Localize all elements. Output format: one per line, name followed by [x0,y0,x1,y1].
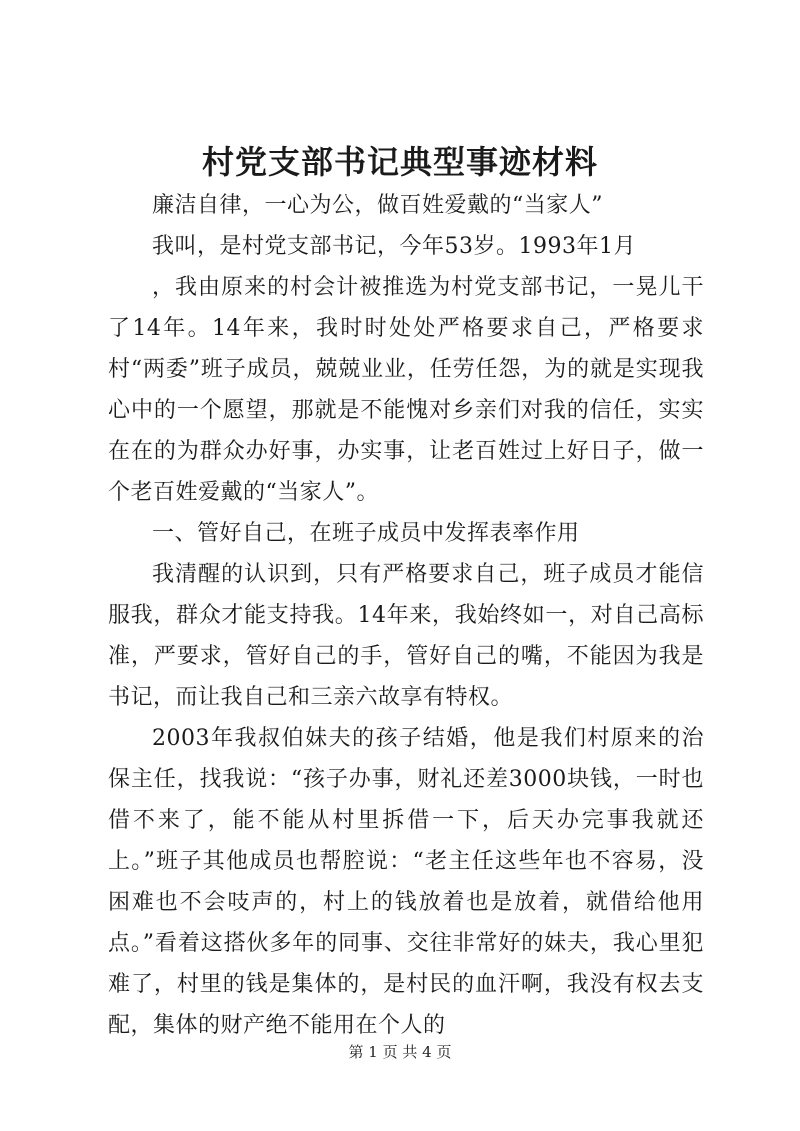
document-body [108,185,704,1046]
body-paragraph: ，我由原来的村会计被推选为村党支部书记，一晃儿干了14年。14年来，我时时处处严格要求自己，严格要求村“两委”班子成员，兢兢业业，任劳任怨，为的就是实现我心中的一个愿望，那就是不能愧对乡亲们对我的信任，实实在在的为群众办好事，办实事，让老百姓过上好日子，做一个老百姓爱戴的“当家人”。 [108,275,704,505]
body-paragraph: 我清醒的认识到，只有严格要求自己，班子成员才能信服我，群众才能支持我。14年来，我始终如一，对自己高标准，严要求，管好自己的手，管好自己的嘴，不能因为我是书记，而让我自己和三亲六故享有特权。 [108,562,704,710]
body-paragraph: 2003年我叔伯妹夫的孩子结婚，他是我们村原来的治保主任，找我说：“孩子办事，财礼还差3000块钱，一时也借不来了，能不能从村里拆借一下，后天办完事我就还上。”班子其他成员也帮腔说：“老主任这些年也不容易，没困难也不会吱声的，村上的钱放着也是放着，就借给他用点。”看着这搭伙多年的同事、交往非常好的妹夫，我心里犯难了，村里的钱是集体的，是村民的血汗啊，我没有权去支配，集体的财产绝不能用在个人的 [108,726,704,1038]
subtitle-paragraph: 廉洁自律，一心为公，做百姓爱戴的“当家人” [152,193,603,218]
page-footer: 第 1 页 共 4 页 [348,1043,452,1061]
section-heading: 一、管好自己，在班子成员中发挥表率作用 [152,521,580,546]
document-title: 村党支部书记典型事迹材料 [201,143,598,181]
body-paragraph: 我叫，是村党支部书记，今年53岁。1993年1月 [152,234,636,259]
